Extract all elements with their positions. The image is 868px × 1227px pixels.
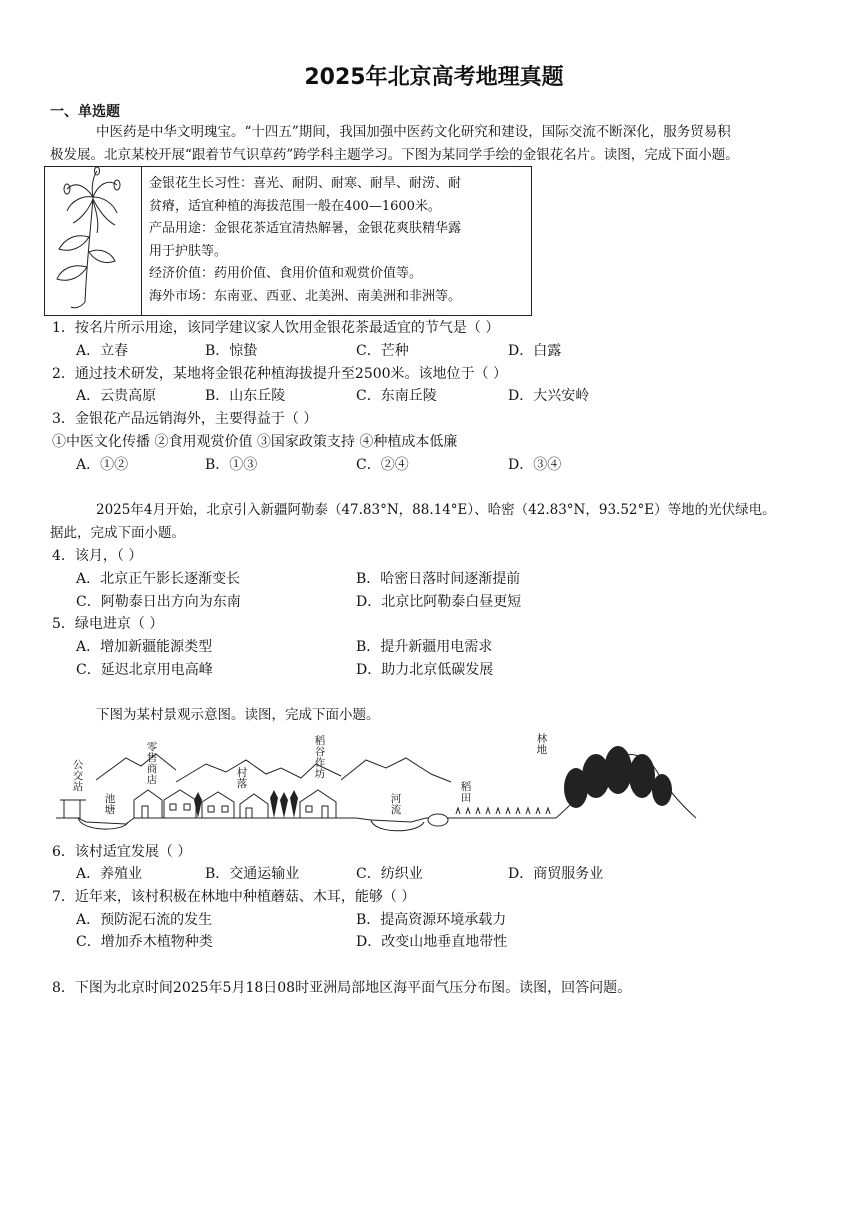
intro-1-line-2: 极发展。北京某校开展“跟着节气识草药”跨学科主题学习。下图为某同学手绘的金银花名片。读图，完成下面小题。 bbox=[50, 147, 739, 163]
q2-option-b[interactable]: B．山东丘陵 bbox=[205, 388, 286, 404]
q3-option-c[interactable]: C．②④ bbox=[356, 457, 409, 473]
card-line-4: 用于护肤等。 bbox=[149, 243, 228, 259]
q3-statements: ①中医文化传播 ②食用观赏价值 ③国家政策支持 ④种植成本低廉 bbox=[52, 434, 458, 450]
intro-1-line-1: 中医药是中华文明瑰宝。“十四五”期间，我国加强中医药文化研究和建设，国际交流不断深化，服务贸易积 bbox=[96, 124, 731, 140]
q3-option-a[interactable]: A．①② bbox=[76, 457, 129, 473]
q1-option-c[interactable]: C．芒种 bbox=[356, 343, 409, 359]
q3-option-b[interactable]: B．①③ bbox=[205, 457, 258, 473]
label-river: 河流 bbox=[390, 793, 402, 816]
q4-option-a[interactable]: A．北京正午影长逐渐变长 bbox=[76, 571, 241, 587]
card-line-1: 金银花生长习性：喜光、耐阴、耐寒、耐旱、耐涝、耐 bbox=[149, 176, 462, 191]
question-1-stem: 1．按名片所示用途，该同学建议家人饮用金银花茶最适宜的节气是（ ） bbox=[52, 320, 500, 336]
q4-option-d[interactable]: D．北京比阿勒泰白昼更短 bbox=[356, 594, 522, 610]
q2-option-d[interactable]: D．大兴安岭 bbox=[508, 388, 590, 404]
card-line-5: 经济价值：药用价值、食用价值和观赏价值等。 bbox=[149, 266, 423, 281]
q5-option-d[interactable]: D．助力北京低碳发展 bbox=[356, 662, 494, 678]
q4-option-b[interactable]: B．哈密日落时间逐渐提前 bbox=[356, 571, 521, 587]
card-line-2: 贫瘠，适宜种植的海拔范围一般在400—1600米。 bbox=[149, 198, 441, 214]
q7-option-a[interactable]: A．预防泥石流的发生 bbox=[76, 912, 213, 928]
q2-option-c[interactable]: C．东南丘陵 bbox=[356, 388, 437, 404]
card-line-3: 产品用途：金银花茶适宜清热解暑，金银花爽肤精华露 bbox=[149, 221, 462, 236]
label-forest: 林地 bbox=[536, 733, 548, 756]
q4-option-c[interactable]: C．阿勒泰日出方向为东南 bbox=[76, 594, 241, 610]
label-pond: 池塘 bbox=[104, 793, 116, 816]
label-rice-workshop: 稻谷作坊 bbox=[314, 735, 326, 780]
q6-option-d[interactable]: D．商贸服务业 bbox=[508, 866, 604, 882]
q1-option-a[interactable]: A．立春 bbox=[76, 343, 129, 359]
q1-option-b[interactable]: B．惊蛰 bbox=[205, 343, 258, 359]
q2-option-a[interactable]: A．云贵高原 bbox=[76, 388, 157, 404]
question-6-stem: 6．该村适宜发展（ ） bbox=[52, 844, 192, 860]
honeysuckle-card bbox=[44, 166, 532, 316]
q3-option-d[interactable]: D．③④ bbox=[508, 457, 562, 473]
q6-option-c[interactable]: C．纺织业 bbox=[356, 866, 423, 882]
label-bus-stop: 公交站 bbox=[72, 759, 84, 793]
section-heading: 一、单选题 bbox=[50, 104, 120, 120]
card-line-6: 海外市场：东南亚、西亚、北美洲、南美洲和非洲等。 bbox=[149, 288, 462, 304]
label-retail-shop: 零售商店 bbox=[146, 741, 158, 786]
label-village: 村落 bbox=[236, 767, 248, 790]
honeysuckle-illustration bbox=[45, 167, 142, 315]
q7-option-c[interactable]: C．增加乔木植物种类 bbox=[76, 934, 213, 950]
q5-option-a[interactable]: A．增加新疆能源类型 bbox=[76, 639, 213, 655]
intro-2-line-1: 2025年4月开始，北京引入新疆阿勒泰（47.83°N，88.14°E）、哈密（42.83°N，93.52°E）等地的光伏绿电。 bbox=[96, 502, 776, 518]
label-paddy-field: 稻田 bbox=[460, 781, 472, 804]
question-5-stem: 5．绿电进京（ ） bbox=[52, 616, 164, 632]
q7-option-d[interactable]: D．改变山地垂直地带性 bbox=[356, 934, 508, 950]
q5-option-c[interactable]: C．延迟北京用电高峰 bbox=[76, 662, 213, 678]
q6-option-b[interactable]: B．交通运输业 bbox=[205, 866, 300, 882]
intro-3: 下图为某村景观示意图。读图，完成下面小题。 bbox=[96, 707, 380, 723]
page-title: 2025年北京高考地理真题 bbox=[304, 65, 564, 90]
q6-option-a[interactable]: A．养殖业 bbox=[76, 866, 143, 882]
question-8-stem: 8．下图为北京时间2025年5月18日08时亚洲局部地区海平面气压分布图。读图，回答问题。 bbox=[52, 980, 632, 996]
intro-2-line-2: 据此，完成下面小题。 bbox=[50, 525, 185, 541]
question-7-stem: 7．近年来，该村积极在林地中种植蘑菇、木耳，能够（ ） bbox=[52, 889, 416, 905]
village-landscape-diagram bbox=[56, 730, 776, 838]
question-4-stem: 4．该月，（ ） bbox=[52, 548, 143, 564]
q1-option-d[interactable]: D．白露 bbox=[508, 343, 562, 359]
q7-option-b[interactable]: B．提高资源环境承载力 bbox=[356, 912, 507, 928]
question-2-stem: 2．通过技术研发，某地将金银花种植海拔提升至2500米。该地位于（ ） bbox=[52, 366, 507, 382]
question-3-stem: 3．金银花产品远销海外，主要得益于（ ） bbox=[52, 411, 318, 427]
q5-option-b[interactable]: B．提升新疆用电需求 bbox=[356, 639, 493, 655]
